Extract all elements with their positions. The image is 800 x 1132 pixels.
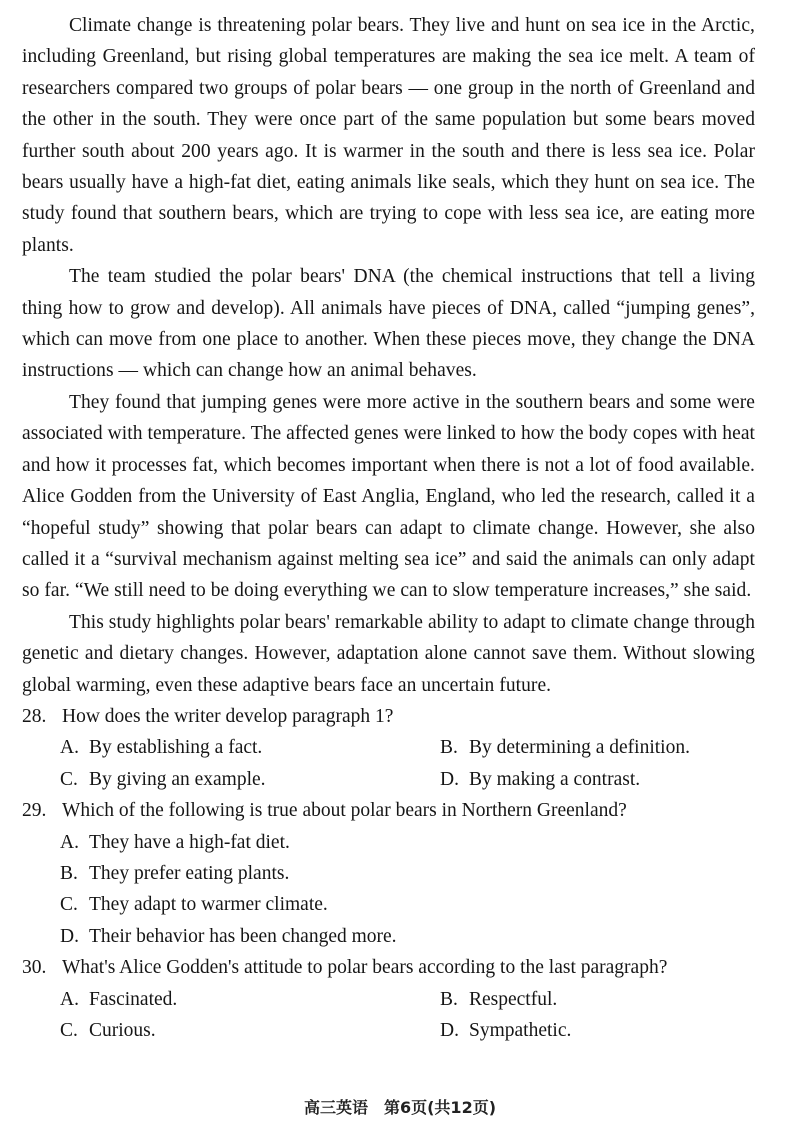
- option-d[interactable]: [440, 1015, 571, 1046]
- question-text: How does the writer develop paragraph 1?: [62, 705, 394, 727]
- option-letter: C.: [60, 768, 78, 790]
- option-text: Respectful.: [469, 988, 558, 1010]
- question-number: 30.: [22, 957, 47, 979]
- option-letter: A.: [60, 831, 79, 853]
- option-letter: A.: [60, 737, 79, 759]
- option-letter: B.: [440, 737, 458, 759]
- question-stem: [22, 952, 755, 983]
- question-stem: [22, 795, 755, 826]
- question-text: Which of the following is true about polar bears in Northern Greenland?: [62, 800, 627, 822]
- option-b[interactable]: [60, 858, 289, 889]
- passage-paragraph-1: Climate change is threatening polar bears. They live and hunt on sea ice in the Arctic, including Greenland, but rising global temperatures are making the sea ice melt. A team of researchers compared two groups of polar bears — one group in the north of Greenland and the other in the south. They were once part of the same population but some bears moved further south about 200 years ago. It is warmer in the south and there is less sea ice. Polar bears usually have a high-fat diet, eating animals like seals, which they hunt on sea ice. The study found that southern bears, which are trying to cope with less sea ice, are eating more plants.: [22, 15, 755, 256]
- passage-paragraph-4: This study highlights polar bears' remarkable ability to adapt to climate change through genetic and dietary changes. However, adaptation alone cannot save them. Without slowing global warming, even these adaptive bears face an uncertain future.: [22, 611, 755, 696]
- option-c[interactable]: [60, 1015, 440, 1046]
- option-b[interactable]: [440, 732, 690, 763]
- option-text: By determining a definition.: [469, 737, 690, 759]
- option-d[interactable]: [60, 921, 397, 952]
- option-text: They prefer eating plants.: [89, 862, 290, 884]
- option-text: Fascinated.: [89, 988, 178, 1010]
- option-d[interactable]: [440, 764, 640, 795]
- reading-passage: [22, 10, 755, 701]
- question-number: 28.: [22, 705, 47, 727]
- option-text: Sympathetic.: [469, 1020, 572, 1041]
- answer-options: [22, 827, 755, 953]
- option-letter: D.: [440, 1020, 459, 1041]
- answer-options: [22, 984, 755, 1047]
- option-text: Curious.: [89, 1020, 156, 1041]
- option-letter: C.: [60, 894, 78, 916]
- option-text: They adapt to warmer climate.: [89, 894, 328, 916]
- passage-paragraph-3: They found that jumping genes were more active in the southern bears and some were associated with temperature. The affected genes were linked to how the body copes with heat and how it processes fat, which becomes important when there is not a lot of food available. Alice Godden from the University of East Anglia, England, who led the research, called it a “hopeful study” showing that polar bears can adapt to climate change. However, she also called it a “survival mechanism against melting sea ice” and said the animals can only adapt so far. “We still need to be doing everything we can to slow temperature increases,” she said.: [22, 391, 755, 602]
- option-a[interactable]: [60, 827, 290, 858]
- option-letter: A.: [60, 988, 79, 1010]
- option-letter: B.: [440, 988, 458, 1010]
- option-text: They have a high-fat diet.: [89, 831, 290, 853]
- question-30: [22, 952, 755, 1046]
- question-stem: [22, 701, 755, 732]
- exam-page: [22, 10, 755, 1046]
- option-a[interactable]: [60, 984, 440, 1015]
- option-text: By establishing a fact.: [89, 737, 263, 759]
- option-text: By giving an example.: [89, 768, 266, 790]
- question-29: [22, 795, 755, 952]
- answer-options: [22, 732, 755, 795]
- option-letter: B.: [60, 862, 78, 884]
- passage-paragraph-2: The team studied the polar bears' DNA (the chemical instructions that tell a living thing how to grow and develop). All animals have pieces of DNA, called “jumping genes”, which can move from one place to another. When these pieces move, they change the DNA instructions — which can change how an animal behaves.: [22, 266, 755, 382]
- option-c[interactable]: [60, 889, 328, 920]
- option-c[interactable]: [60, 764, 440, 795]
- option-a[interactable]: [60, 732, 440, 763]
- question-number: 29.: [22, 800, 47, 822]
- page-footer: 高三英语 第6页(共12页): [303, 1098, 497, 1117]
- option-letter: C.: [60, 1020, 78, 1041]
- question-28: [22, 701, 755, 795]
- option-letter: D.: [440, 768, 459, 790]
- question-text: What's Alice Godden's attitude to polar bears according to the last paragraph?: [62, 957, 668, 979]
- option-letter: D.: [60, 925, 79, 947]
- option-b[interactable]: [440, 984, 557, 1015]
- option-text: By making a contrast.: [469, 768, 641, 790]
- option-text: Their behavior has been changed more.: [89, 925, 397, 947]
